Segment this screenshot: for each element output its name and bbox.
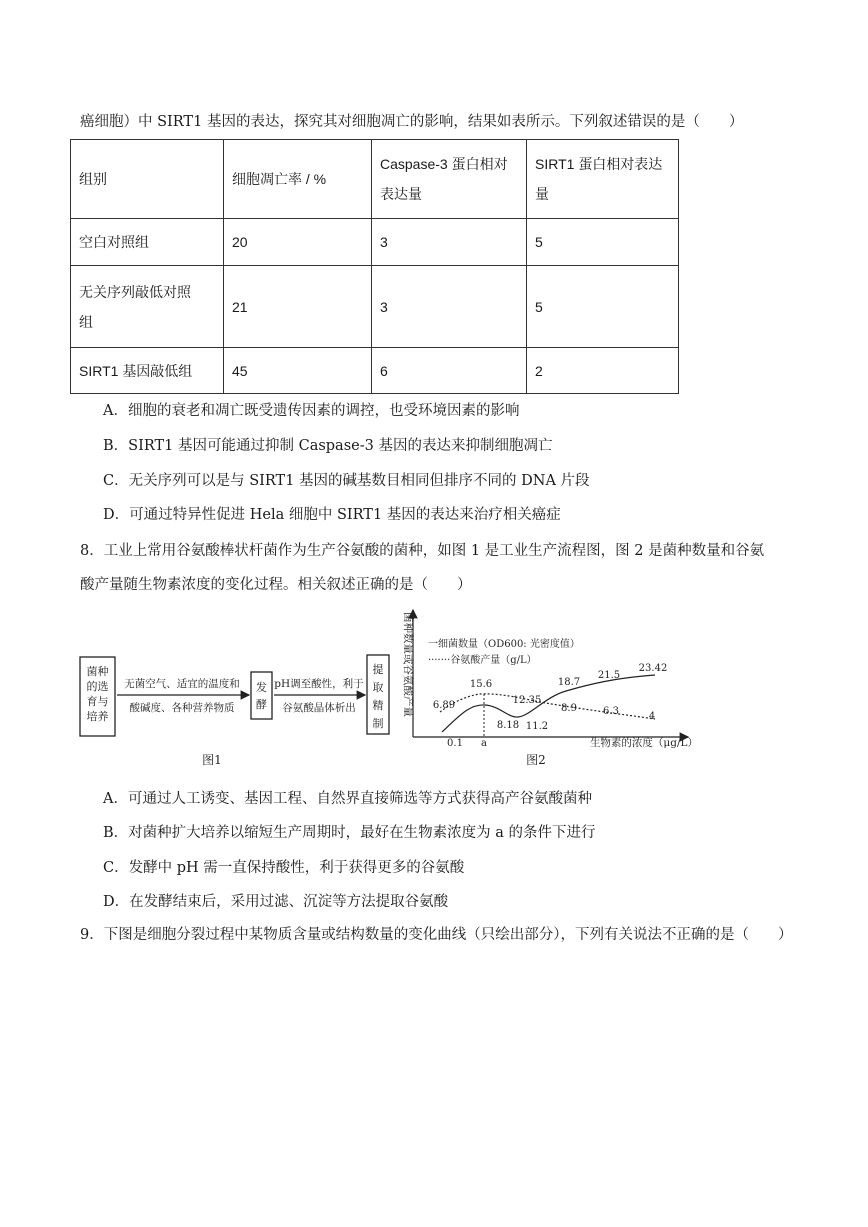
table-row bbox=[71, 348, 679, 394]
bacteria-data-label: 23.42 bbox=[638, 663, 668, 674]
flow-arrow-1-bottom-label: 酸碱度、各种营养物质 bbox=[129, 702, 235, 714]
flow-arrow-2-bottom-label: 谷氨酸晶体析出 bbox=[282, 702, 356, 714]
flow-box-text: 发 bbox=[256, 681, 267, 694]
table-row bbox=[71, 219, 679, 266]
table-cell: 20 bbox=[224, 219, 372, 266]
flow-box-text: 菌种 bbox=[86, 665, 109, 678]
q8-option-a[interactable]: A．可通过人工诱变、基因工程、自然界直接筛选等方式获得高产谷氨酸菌种 bbox=[103, 791, 592, 807]
flow-box-fermentation bbox=[251, 672, 272, 719]
glutamate-data-label: 4 bbox=[648, 711, 656, 722]
q8-option-b[interactable]: B．对菌种扩大培养以缩短生产周期时，最好在生物素浓度为 a 的条件下进行 bbox=[103, 825, 596, 841]
table-header-cell: SIRT1 蛋白相对表达 量 bbox=[527, 140, 679, 219]
flow-box-text: 制 bbox=[372, 717, 384, 730]
flow-box-text: 精 bbox=[372, 699, 384, 712]
x-axis-label: 生物素的浓度（μg/L） bbox=[589, 737, 698, 749]
x-tick-label: a bbox=[481, 738, 487, 749]
bacteria-data-label: 21.5 bbox=[597, 670, 621, 681]
table-cell: 3 bbox=[372, 266, 527, 348]
glutamate-data-label: 15.6 bbox=[469, 679, 493, 690]
bacteria-data-label: 8.18 bbox=[496, 720, 520, 731]
table-cell: 5 bbox=[527, 219, 679, 266]
q8-option-c[interactable]: C．发酵中 pH 需一直保持酸性，利于获得更多的谷氨酸 bbox=[103, 860, 465, 876]
q7-option-c[interactable]: C．无关序列可以是与 SIRT1 基因的碱基数目相同但排序不同的 DNA 片段 bbox=[103, 473, 590, 489]
table-header-row bbox=[71, 140, 679, 219]
q8-stem-line2: 酸产量随生物素浓度的变化过程。相关叙述正确的是（ ） bbox=[80, 577, 472, 593]
table-cell: 21 bbox=[224, 266, 372, 348]
x-tick-label: 0.1 bbox=[447, 738, 463, 749]
flow-box-text: 酵 bbox=[256, 698, 267, 711]
table-row bbox=[71, 266, 679, 348]
q9-stem: 9．下图是细胞分裂过程中某物质含量或结构数量的变化曲线（只绘出部分），下列有关说法不正确的是（ ） bbox=[80, 927, 793, 943]
q8-stem-line1: 8．工业上常用谷氨酸棒状杆菌作为生产谷氨酸的菌种，如图 1 是工业生产流程图，图 2 是菌种数量和谷氨 bbox=[80, 543, 765, 559]
table-cell: 45 bbox=[224, 348, 372, 394]
table-header-cell: 组别 bbox=[71, 140, 224, 219]
table-header-cell: Caspase-3 蛋白相对 表达量 bbox=[372, 140, 527, 219]
glutamate-data-label: 12.35 bbox=[512, 695, 542, 706]
series-glutamate-line bbox=[440, 694, 655, 719]
q7-option-a[interactable]: A．细胞的衰老和凋亡既受遗传因素的调控，也受环境因素的影响 bbox=[103, 403, 520, 419]
figure-1-flowchart bbox=[80, 655, 389, 767]
legend-solid: 一细菌数量（OD600: 光密度值） bbox=[428, 639, 580, 650]
table-cell: 6 bbox=[372, 348, 527, 394]
figure-2-caption: 图2 bbox=[526, 753, 546, 767]
flow-arrow-2-top-label: pH调至酸性，利于 bbox=[274, 678, 364, 690]
bacteria-data-label: 18.7 bbox=[557, 677, 581, 688]
experiment-table bbox=[70, 139, 679, 394]
table-cell-group: SIRT1 基因敲低组 bbox=[71, 348, 224, 394]
flow-arrow-1-top-label: 无菌空气、适宜的温度和 bbox=[124, 678, 240, 690]
bacteria-data-label: 11.2 bbox=[525, 721, 549, 732]
table-cell: 5 bbox=[527, 266, 679, 348]
q8-option-d[interactable]: D．在发酵结束后，采用过滤、沉淀等方法提取谷氨酸 bbox=[103, 894, 449, 910]
table-cell-group: 空白对照组 bbox=[71, 219, 224, 266]
flow-box-text: 培养 bbox=[86, 710, 109, 723]
flow-box-text: 的选 bbox=[86, 680, 109, 693]
table-cell: 2 bbox=[527, 348, 679, 394]
flow-box-text: 取 bbox=[372, 681, 384, 694]
flow-box-text: 提 bbox=[372, 663, 384, 676]
y-axis-label: 菌种数量或谷氨酸产量 bbox=[402, 612, 414, 717]
table-header-cell: 细胞凋亡率 / % bbox=[224, 140, 372, 219]
flow-box-text: 育与 bbox=[86, 695, 109, 708]
q7-option-b[interactable]: B．SIRT1 基因可能通过抑制 Caspase-3 基因的表达来抑制细胞凋亡 bbox=[103, 438, 553, 454]
figure-2-chart bbox=[402, 610, 698, 767]
glutamate-data-label: 6.3 bbox=[603, 706, 619, 717]
q7-option-d[interactable]: D．可通过特异性促进 Hela 细胞中 SIRT1 基因的表达来治疗相关癌症 bbox=[103, 507, 561, 523]
glutamate-data-label: 8.9 bbox=[561, 703, 577, 714]
table-cell: 3 bbox=[372, 219, 527, 266]
bacteria-data-label: 6.89 bbox=[432, 700, 456, 711]
q8-figures bbox=[0, 600, 868, 775]
table-cell-group: 无关序列敲低对照 组 bbox=[71, 266, 224, 348]
q7-stem: 癌细胞）中 SIRT1 基因的表达，探究其对细胞凋亡的影响，结果如表所示。下列叙述错误的是（ ） bbox=[80, 114, 744, 130]
figure-1-caption: 图1 bbox=[202, 753, 222, 767]
legend-dotted: ·······谷氨酸产量（g/L） bbox=[428, 655, 537, 666]
